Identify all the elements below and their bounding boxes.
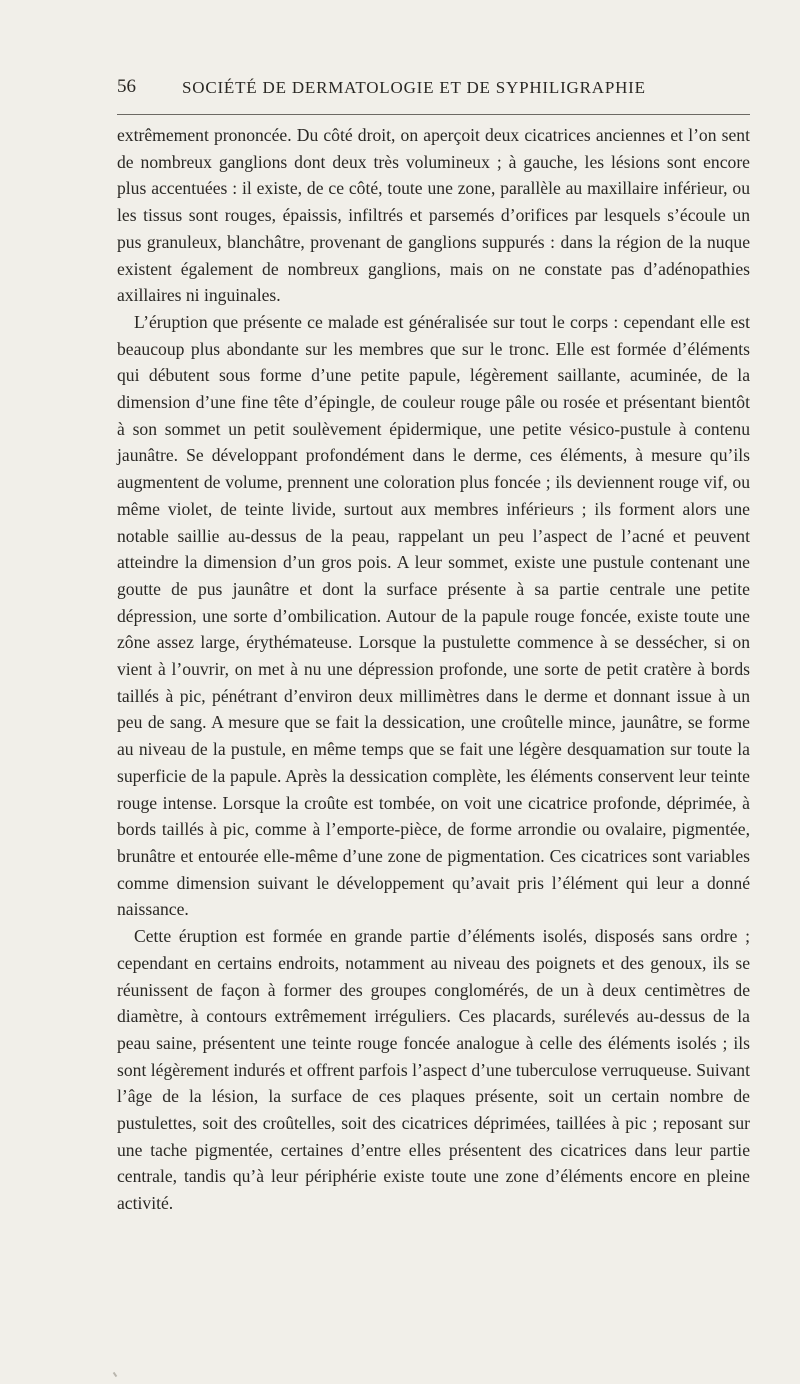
page-number: 56 (117, 76, 136, 97)
paragraph-groups: Cette éruption est formée en grande partie d’éléments isolés, disposés sans ordre ; cependant en certains endroits, notamment au niveau des poignets et des genoux, ils se réunissent de façon à former des groupes conglomérés, de un à deux centimètres de diamètre, à contours extrêmement irréguliers. Ces placards, surélevés au-dessus de la peau saine, présentent une teinte rouge foncée analogue à celle des éléments isolés ; ils sont légèrement indurés et offrent parfois l’aspect d’une tuberculose verruqueuse. Suivant l’âge de la lésion, la surface de ces plaques présente, soit un certain nombre de pustulettes, soit des croûtelles, soit des cicatrices déprimées, taillées à pic ; reposant sur une tache pigmentée, certaines d’entre elles présentent des cicatrices dans leur partie centrale, tandis qu’à leur périphérie existe toute une zone d’éléments encore en pleine activité. (117, 926, 750, 1214)
journal-title: SOCIÉTÉ DE DERMATOLOGIE ET DE SYPHILIGRAPHIE (182, 78, 646, 97)
running-head (117, 74, 750, 102)
document-page (117, 74, 750, 1217)
body-text (117, 122, 750, 1217)
paragraph-eruption: L’éruption que présente ce malade est généralisée sur tout le corps : cependant elle est beaucoup plus abondante sur les membres que sur le tronc. Elle est formée d’éléments qui débutent sous forme d’une petite papule, légèrement saillante, acuminée, de la dimension d’une fine tête d’épingle, de couleur rouge pâle ou rosée et présentant bientôt à son sommet un petit soulèvement épidermique, une petite vésico-pustule à contenu jaunâtre. Se développant profondément dans le derme, ces éléments, à mesure qu’ils augmentent de volume, prennent une coloration plus foncée ; ils deviennent rouge vif, ou même violet, de teinte livide, surtout aux membres inférieurs ; ils forment alors une notable saillie au-dessus de la peau, rappelant un peu l’aspect de l’acné et peuvent atteindre la dimension d’un gros pois. A leur sommet, existe une pustule contenant une goutte de pus jaunâtre et dont la surface présente à sa partie centrale une petite dépression, une sorte d’ombilication. Autour de la papule rouge foncée, existe toute une zône assez large, érythémateuse. Lorsque la pustulette commence à se dessécher, si on vient à l’ouvrir, on met à nu une dépression profonde, une sorte de petit cratère à bords taillés à pic, pénétrant d’environ deux millimètres dans le derme et donnant issue à un peu de sang. A mesure que se fait la dessication, une croûtelle mince, jaunâtre, se forme au niveau de la pustule, en même temps que se fait une légère desquamation sur toute la superficie de la papule. Après la dessication complète, les éléments conservent leur teinte rouge intense. Lorsque la croûte est tombée, on voit une cicatrice profonde, déprimée, à bords taillés à pic, comme à l’emporte-pièce, de forme arrondie ou ovalaire, pigmentée, brunâtre et entourée elle-même d’une zone de pigmentation. Ces cicatrices sont variables comme dimension suivant le développement qu’avait pris l’élément qui leur a donné naissance. (117, 311, 750, 920)
paragraph-continuation: extrêmement prononcée. Du côté droit, on aperçoit deux cicatrices anciennes et l’on sent de nombreux ganglions dont deux très volumineux ; à gauche, les lésions sont encore plus accentuées : il existe, de ce côté, toute une zone, parallèle au maxillaire inférieur, ou les tissus sont rouges, épaissis, infiltrés et parsemés d’orifices par lesquels s’écoule un pus granuleux, blanchâtre, provenant de ganglions suppurés : dans la région de la nuque existent également de nombreux ganglions, mais on ne constate pas d’adénopathies axillaires ni inguinales. (117, 125, 750, 306)
paper-speck (113, 1372, 118, 1377)
header-rule (117, 114, 750, 115)
